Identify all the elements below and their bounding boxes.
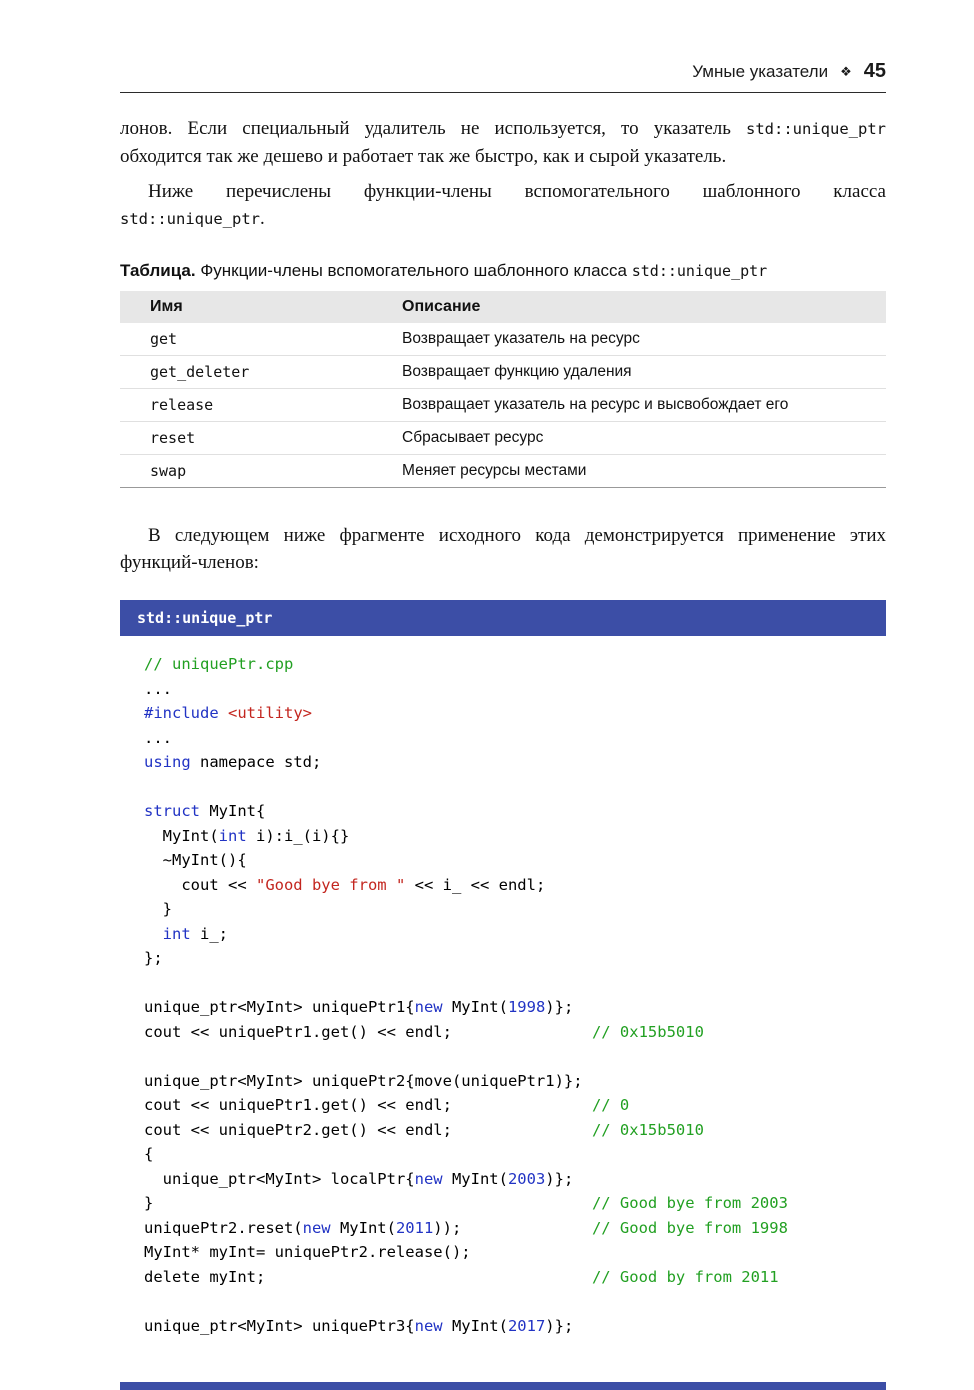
code-line — [144, 1289, 886, 1314]
code-line — [144, 726, 886, 751]
code-token-kw: new — [414, 1169, 443, 1188]
code-token-pl: )); — [433, 1218, 592, 1237]
code-token-pl: cout << uniquePtr2.get() << endl; — [144, 1120, 592, 1139]
code-line — [144, 652, 886, 677]
code-line — [144, 1118, 886, 1143]
code-line — [144, 799, 886, 824]
code-token-pl — [219, 704, 228, 722]
code-line — [144, 1240, 886, 1265]
paragraph-code-intro — [120, 522, 886, 576]
code-token-pl: MyInt( — [330, 1218, 396, 1237]
code-token-pl: cout << — [144, 875, 256, 894]
member-desc-cell: Возвращает указатель на ресурс — [402, 323, 886, 356]
code-token-pl: unique_ptr<MyInt> uniquePtr1{ — [144, 998, 415, 1016]
code-token-pl: MyInt( — [442, 1169, 508, 1188]
code-token-pl: uniquePtr2.reset( — [144, 1218, 303, 1237]
member-name-cell: reset — [120, 422, 402, 455]
inline-code: std::unique_ptr — [120, 210, 260, 228]
code-token-pl: << i_ << endl; — [405, 875, 546, 894]
text-run: лонов. Если специальный удалитель не используется, то указатель — [120, 118, 747, 139]
code-token-com: // 0x15b5010 — [591, 1022, 704, 1041]
code-token-pl: i):i_(i){} — [246, 826, 350, 845]
table-head — [120, 291, 886, 323]
table-header-desc: Описание — [402, 291, 886, 323]
code-token-num: 2011 — [395, 1218, 434, 1237]
paragraph-continuation — [120, 115, 886, 170]
code-line — [144, 1020, 886, 1045]
code-line — [144, 750, 886, 775]
code-line — [144, 824, 886, 849]
code-token-str: "Good bye from " — [255, 875, 406, 894]
table-row — [120, 455, 886, 488]
code-token-pl: ... — [144, 679, 172, 698]
code-body — [120, 636, 886, 1382]
code-line — [144, 897, 886, 922]
text-run: . — [259, 208, 265, 229]
table-header-row — [120, 291, 886, 323]
code-token-pl: MyInt{ — [200, 802, 266, 820]
code-line — [144, 922, 886, 947]
code-token-pl — [144, 925, 163, 943]
inline-code: std::unique_ptr — [631, 262, 768, 280]
code-token-kw: new — [414, 998, 443, 1016]
code-line — [144, 1216, 886, 1241]
code-line — [144, 995, 886, 1020]
code-line — [144, 1191, 886, 1216]
code-token-pl: namepace std; — [190, 753, 322, 771]
code-token-kw: int — [218, 826, 247, 845]
code-token-pl: )}; — [545, 1169, 574, 1188]
page-number: 45 — [863, 60, 886, 82]
code-line — [144, 1093, 886, 1118]
code-line — [144, 971, 886, 996]
code-token-str: <utility> — [228, 704, 312, 722]
inline-code: std::unique_​ptr — [746, 120, 886, 138]
member-desc-cell: Сбрасывает ресурс — [402, 422, 886, 455]
text-run: Таблица. — [120, 261, 196, 280]
member-desc-cell: Меняет ресурсы местами — [402, 455, 886, 488]
text-run: Функции-члены вспомогательного шаблонного класса — [195, 261, 632, 280]
member-desc-cell: Возвращает функцию удаления — [402, 356, 886, 389]
code-token-pl: }; — [144, 949, 163, 967]
code-line — [144, 1044, 886, 1069]
code-token-kw: int — [162, 924, 191, 943]
member-name-cell: get_deleter — [120, 356, 402, 389]
code-token-pl: MyInt( — [144, 826, 219, 845]
code-token-pl: ~MyInt(){ — [144, 851, 247, 869]
code-token-kw: new — [302, 1218, 331, 1237]
code-line — [144, 873, 886, 898]
code-token-pl: i_; — [190, 924, 228, 943]
table-row — [120, 389, 886, 422]
code-listing-bottom-bar — [120, 1382, 886, 1390]
code-token-pl: cout << uniquePtr1.get() << endl; — [144, 1096, 592, 1114]
running-head — [120, 60, 886, 93]
code-line — [144, 1265, 886, 1290]
code-token-kw: using — [144, 753, 191, 771]
code-token-pl: )}; — [545, 998, 574, 1016]
code-token-com: // uniquePtr.cpp — [144, 655, 294, 673]
text-run: обходится так же дешево и работает так же быстро, как и сырой указатель. — [120, 146, 727, 167]
code-line — [144, 1314, 886, 1339]
table-body — [120, 323, 886, 488]
code-line — [144, 1142, 886, 1167]
code-token-pl: ... — [144, 728, 172, 747]
code-token-com: // Good by from 2011 — [591, 1267, 779, 1286]
code-token-com: // 0x15b5010 — [591, 1120, 704, 1139]
code-line — [144, 701, 886, 726]
code-line — [144, 1069, 886, 1094]
code-token-com: // Good bye from 1998 — [591, 1218, 788, 1237]
table-row — [120, 356, 886, 389]
code-token-pl: cout << uniquePtr1.get() << endl; — [144, 1022, 592, 1041]
paragraph-members-intro — [120, 178, 886, 233]
code-token-pl: unique_ptr<MyInt> localPtr{ — [144, 1169, 415, 1188]
code-token-kw: #include — [144, 704, 219, 722]
code-line — [144, 1167, 886, 1192]
code-token-pl: { — [144, 1145, 154, 1163]
code-line — [144, 946, 886, 971]
code-token-pl: unique_ptr<MyInt> uniquePtr3{ — [144, 1316, 415, 1335]
table-row — [120, 323, 886, 356]
member-name-cell: get — [120, 323, 402, 356]
code-token-pl: unique_ptr<MyInt> uniquePtr2{move(uniquePtr1)}; — [144, 1071, 583, 1090]
member-desc-cell: Возвращает указатель на ресурс и высвобождает его — [402, 389, 886, 422]
code-token-pl: MyInt* myInt= uniquePtr2.release(); — [144, 1243, 471, 1261]
table-caption — [120, 261, 886, 281]
code-line — [144, 775, 886, 800]
code-line — [144, 677, 886, 702]
code-token-num: 2017 — [507, 1316, 546, 1335]
code-token-kw: new — [414, 1316, 443, 1335]
code-line — [144, 848, 886, 873]
member-functions-table — [120, 291, 886, 488]
code-token-pl: } — [144, 1194, 592, 1212]
code-token-com: // 0 — [591, 1096, 630, 1114]
code-listing-title-bar: std::unique_ptr — [120, 600, 886, 636]
diamond-icon: ❖ — [840, 64, 852, 79]
code-token-kw: struct — [144, 802, 200, 820]
running-head-title: Умные указатели — [692, 62, 829, 81]
text-run: Ниже перечислены функции-члены вспомогательного шаблонного класса — [148, 181, 886, 202]
code-token-pl: MyInt( — [442, 1316, 508, 1335]
code-token-pl: } — [144, 900, 172, 918]
code-token-num: 1998 — [507, 998, 546, 1016]
code-listing — [120, 600, 886, 1390]
table-row — [120, 422, 886, 455]
code-token-num: 2003 — [507, 1169, 546, 1188]
code-token-com: // Good bye from 2003 — [591, 1194, 788, 1212]
member-name-cell: swap — [120, 455, 402, 488]
table-header-name: Имя — [120, 291, 402, 323]
code-token-pl: )}; — [545, 1316, 574, 1335]
code-token-pl: MyInt( — [442, 998, 508, 1016]
member-name-cell: release — [120, 389, 402, 422]
text-run: В следующем ниже фрагменте исходного кода демонстрируется применение этих функций-членов: — [120, 525, 886, 573]
code-token-pl: delete myInt; — [144, 1267, 592, 1286]
